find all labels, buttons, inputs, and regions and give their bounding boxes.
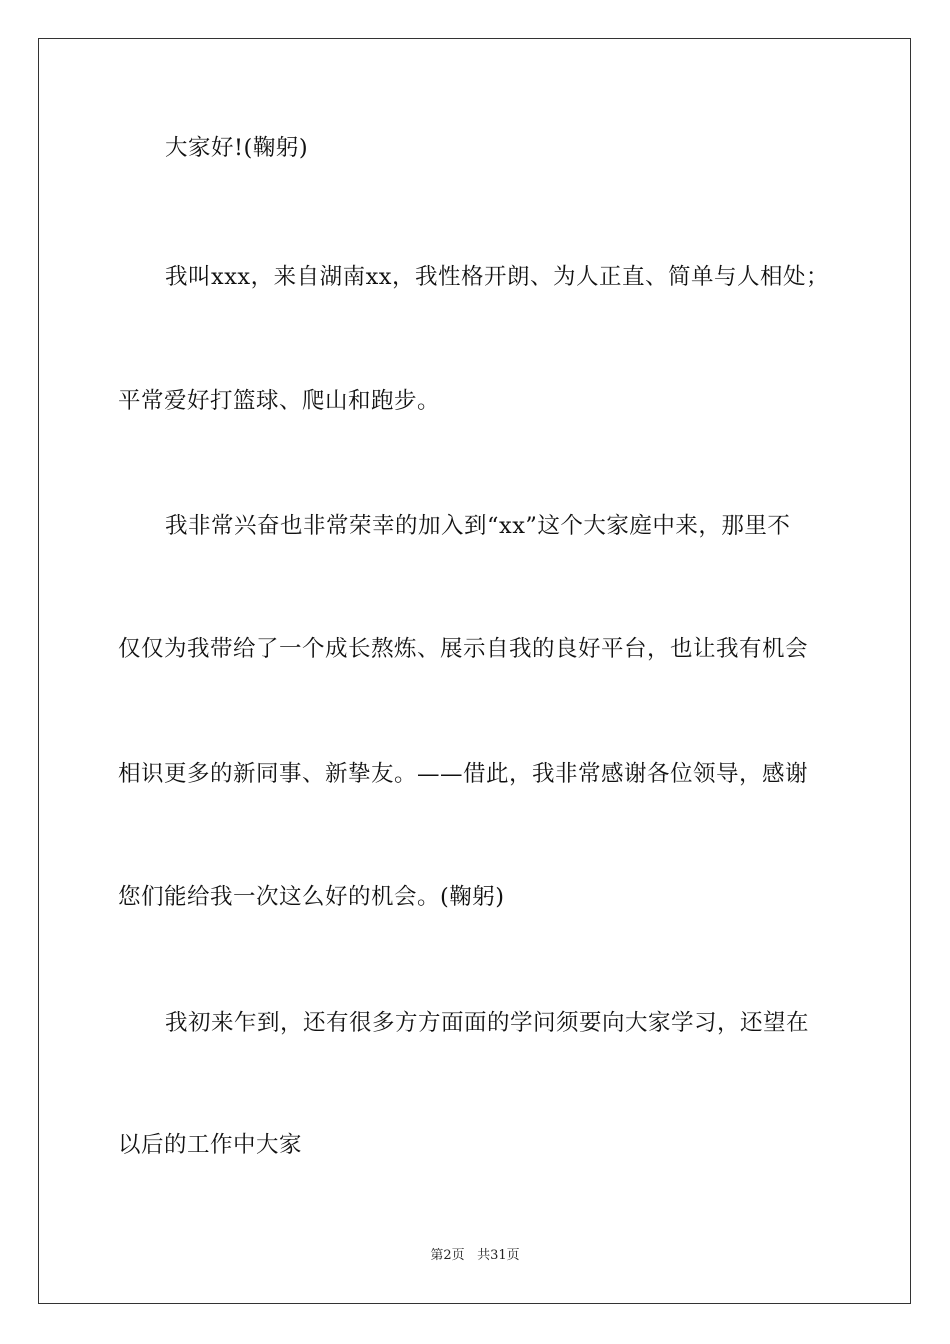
paragraph-line: 我非常兴奋也非常荣幸的加入到“xx”这个大家庭中来，那里不 — [165, 513, 791, 539]
paragraph-line: 以后的工作中大家 — [118, 1132, 303, 1158]
paragraph-line: 您们能给我一次这么好的机会。(鞠躬) — [118, 884, 505, 910]
page-border — [38, 38, 911, 1304]
page-footer — [0, 1247, 950, 1265]
paragraph-line: 相识更多的新同事、新挚友。——借此，我非常感谢各位领导，感谢 — [118, 761, 809, 787]
page-total: 共31页 — [477, 1248, 520, 1263]
paragraph-line: 平常爱好打篮球、爬山和跑步。 — [118, 388, 441, 414]
paragraph-line: 大家好!(鞠躬) — [165, 135, 309, 161]
paragraph-line: 我初来乍到，还有很多方方面面的学问须要向大家学习，还望在 — [165, 1010, 810, 1036]
paragraph-line: 我叫xxx，来自湖南xx，我性格开朗、为人正直、简单与人相处； — [165, 264, 829, 290]
paragraph-line: 仅仅为我带给了一个成长熬炼、展示自我的良好平台，也让我有机会 — [118, 636, 809, 662]
page-number: 第2页 — [430, 1248, 465, 1263]
